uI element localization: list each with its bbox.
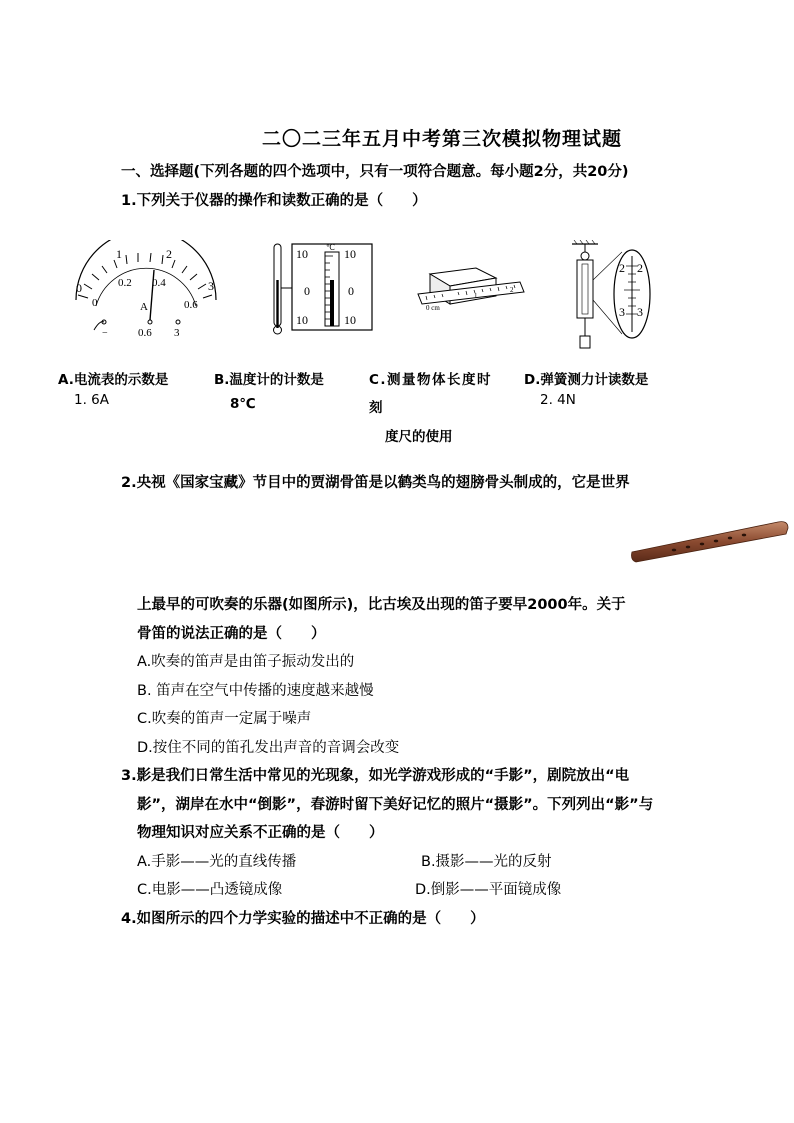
page-title: 二〇二三年五月中考第三次模拟物理试题 <box>261 128 622 150</box>
q2-option-a: A.吹奏的笛声是由笛子振动发出的 <box>137 654 355 670</box>
q2-stem-line3: 骨笛的说法正确的是（ ） <box>137 626 326 642</box>
q1-stem: 1.下列关于仪器的操作和读数正确的是（ ） <box>121 193 427 209</box>
q1-option-c-line3: 度尺的使用 <box>385 429 453 445</box>
thermometer-figure <box>264 240 376 338</box>
bone-flute-image <box>628 516 790 564</box>
ammeter-tick-label: 2 <box>166 247 172 261</box>
q1-option-a: A.电流表的示数是 <box>58 372 169 388</box>
q4-stem: 4.如图所示的四个力学实验的描述中不正确的是（ ） <box>121 911 485 927</box>
spring-scale-label: 2 <box>619 261 625 275</box>
thermo-scale-label: 0 <box>348 284 354 298</box>
thermo-scale-label: 10 <box>344 313 356 327</box>
thermo-scale-label: 10 <box>344 247 356 261</box>
ammeter-terminal-label: 3 <box>174 327 180 339</box>
spring-scale-label: 2 <box>637 261 643 275</box>
q3-option-c: C.电影——凸透镜成像 <box>137 882 283 898</box>
ammeter-tick-label: 0.6 <box>184 299 198 311</box>
q3-option-b: B.摄影——光的反射 <box>421 854 552 870</box>
q3-stem-line1: 3.影是我们日常生活中常见的光现象，如光学游戏形成的“手影”，剧院放出“电 <box>121 768 630 784</box>
ruler-figure <box>416 264 530 314</box>
q3-stem-line2: 影”，湖岸在水中“倒影”，春游时留下美好记忆的照片“摄影”。下列列出“影”与 <box>137 797 654 813</box>
spring-scale-label: 3 <box>637 305 643 319</box>
q1-option-c: C.测量物体长度时 <box>369 372 493 388</box>
q1-option-d: D.弹簧测力计读数是 <box>524 372 649 388</box>
q3-option-a: A.手影——光的直线传播 <box>137 854 297 870</box>
ammeter-figure <box>66 240 226 340</box>
thermo-scale-label: 10 <box>296 247 308 261</box>
q2-option-d: D.按住不同的笛孔发出声音的音调会改变 <box>137 740 400 756</box>
section-heading: 一、选择题(下列各题的四个选项中，只有一项符合题意。每小题2分，共20分) <box>121 164 629 180</box>
spring-scale-label: 3 <box>619 305 625 319</box>
ruler-label: 0 cm <box>426 304 440 312</box>
ammeter-arc <box>76 240 216 300</box>
thermo-unit: ℃ <box>326 243 335 252</box>
q1-option-b-value: 8℃ <box>230 396 256 412</box>
q3-stem-line3: 物理知识对应关系不正确的是（ ） <box>137 825 384 841</box>
ammeter-unit: A <box>140 301 148 313</box>
q1-option-a-value: 1. 6A <box>74 392 109 408</box>
q1-option-d-value: 2. 4N <box>540 392 576 408</box>
ammeter-tick-label: 3 <box>208 279 214 293</box>
ammeter-tick-label: 0 <box>76 281 82 295</box>
ammeter-tick-label: 1 <box>116 247 122 261</box>
q2-option-c: C.吹奏的笛声一定属于噪声 <box>137 711 312 727</box>
ammeter-terminal-label: 0.6 <box>138 327 152 339</box>
q3-option-d: D.倒影——平面镜成像 <box>415 882 562 898</box>
q2-stem-line1: 2.央视《国家宝藏》节目中的贾湖骨笛是以鹤类鸟的翅膀骨头制成的，它是世界 <box>121 475 630 491</box>
q2-stem-line2: 上最早的可吹奏的乐器(如图所示)，比古埃及出现的笛子要早2000年。关于 <box>137 597 626 613</box>
ammeter-terminal-label: − <box>102 328 108 339</box>
ammeter-tick-label: 0 <box>92 297 98 309</box>
ammeter-tick-label: 0.4 <box>152 277 166 289</box>
q1-option-c-line2: 刻 <box>369 400 383 416</box>
ammeter-tick-label: 0.2 <box>118 277 132 289</box>
q2-option-b: B. 笛声在空气中传播的速度越来越慢 <box>137 683 374 699</box>
thermo-scale-label: 10 <box>296 313 308 327</box>
q1-option-b: B.温度计的计数是 <box>214 372 324 388</box>
thermo-scale-label: 0 <box>304 284 310 298</box>
ruler-label: 1 <box>474 292 478 300</box>
spring-scale-figure <box>568 240 654 352</box>
ruler-label: 2 <box>510 286 514 294</box>
